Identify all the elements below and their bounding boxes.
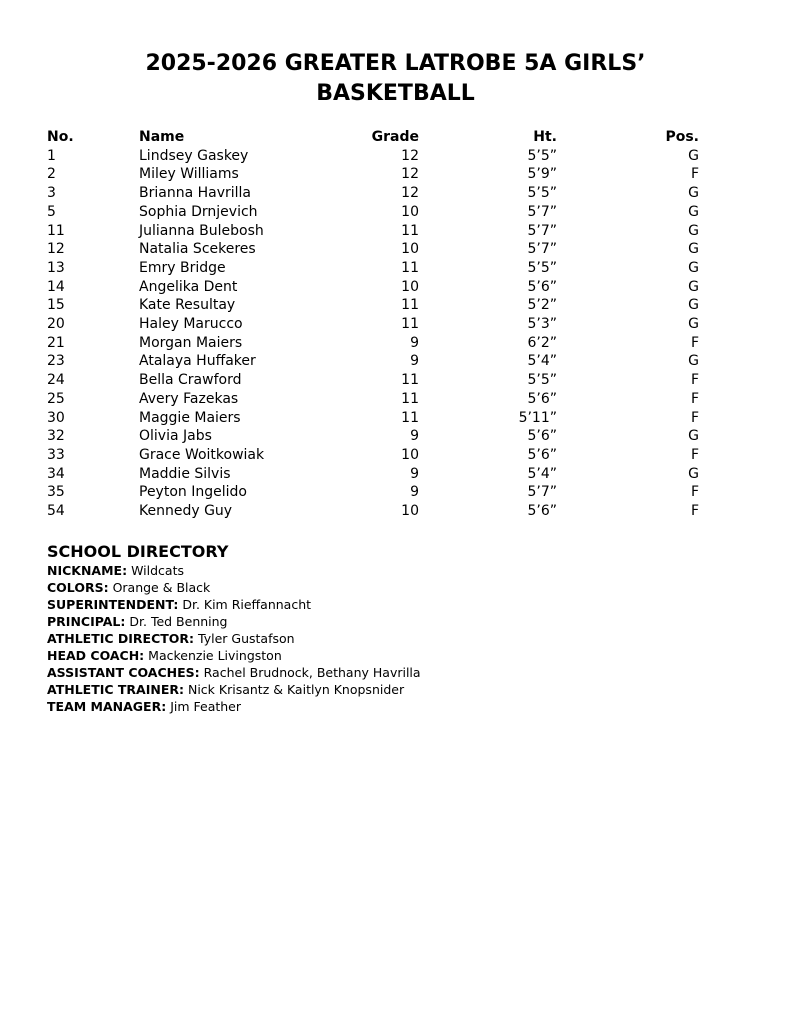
player-number: 30 [47, 409, 65, 426]
table-row [47, 278, 699, 297]
table-row [47, 296, 699, 315]
player-number: 13 [47, 259, 65, 276]
directory-label: COLORS: [47, 580, 109, 595]
table-row [47, 165, 699, 184]
player-grade: 12 [401, 166, 419, 183]
directory-heading: SCHOOL DIRECTORY [47, 542, 229, 561]
player-name: Lindsey Gaskey [139, 147, 249, 164]
player-position: G [688, 259, 699, 276]
player-name: Grace Woitkowiak [139, 446, 265, 463]
directory-item [47, 562, 747, 579]
directory-label: TEAM MANAGER: [47, 699, 167, 714]
school-directory [47, 542, 747, 715]
player-position: F [690, 503, 699, 520]
directory-value: Dr. Kim Rieffannacht [182, 597, 312, 612]
player-name: Natalia Scekeres [139, 241, 256, 258]
player-position: G [688, 278, 699, 295]
directory-value: Mackenzie Livingston [148, 648, 282, 663]
player-grade: 12 [401, 185, 419, 202]
player-grade: 9 [410, 428, 419, 445]
title-line-2: BASKETBALL [316, 81, 475, 106]
directory-label: PRINCIPAL: [47, 614, 126, 629]
table-row [47, 259, 699, 278]
player-position: F [690, 334, 699, 351]
player-height: 5’7” [527, 484, 557, 501]
player-height: 5’3” [527, 316, 557, 333]
player-height: 5’5” [527, 147, 557, 164]
player-position: F [690, 409, 699, 426]
header-name: Name [139, 129, 185, 145]
player-position: G [688, 147, 699, 164]
player-number: 15 [47, 297, 65, 314]
player-grade: 11 [401, 372, 419, 389]
table-row [47, 184, 699, 203]
player-number: 11 [47, 222, 65, 239]
header-height: Ht. [533, 129, 557, 145]
table-row [47, 147, 699, 166]
player-name: Emry Bridge [139, 259, 226, 276]
player-position: G [688, 353, 699, 370]
directory-item [47, 698, 747, 715]
table-row [47, 502, 699, 521]
player-position: F [690, 446, 699, 463]
player-grade: 10 [401, 446, 419, 463]
directory-value: Nick Krisantz & Kaitlyn Knopsnider [187, 682, 405, 697]
player-height: 5’6” [527, 446, 557, 463]
player-grade: 11 [401, 297, 419, 314]
player-number: 5 [47, 203, 56, 220]
player-number: 2 [47, 166, 56, 183]
directory-item [47, 613, 747, 630]
player-height: 5’2” [527, 297, 557, 314]
player-number: 20 [47, 316, 65, 333]
player-grade: 11 [401, 222, 419, 239]
player-position: F [690, 372, 699, 389]
player-name: Avery Fazekas [139, 390, 239, 407]
player-name: Maddie Silvis [139, 465, 231, 482]
player-position: G [688, 297, 699, 314]
player-number: 23 [47, 353, 65, 370]
title-line-1: 2025-2026 GREATER LATROBE 5A GIRLS’ [145, 51, 646, 76]
table-row [47, 352, 699, 371]
directory-value: Orange & Black [112, 580, 211, 595]
player-grade: 9 [410, 484, 419, 501]
player-height: 5’7” [527, 241, 557, 258]
roster-header-row [47, 128, 699, 147]
table-row [47, 203, 699, 222]
player-name: Olivia Jabs [139, 428, 212, 445]
player-grade: 10 [401, 241, 419, 258]
directory-item [47, 681, 747, 698]
player-position: G [688, 428, 699, 445]
table-row [47, 240, 699, 259]
player-height: 5’4” [527, 353, 557, 370]
player-grade: 11 [401, 409, 419, 426]
player-name: Miley Williams [139, 166, 239, 183]
directory-item [47, 664, 747, 681]
player-number: 21 [47, 334, 65, 351]
player-height: 5’6” [527, 278, 557, 295]
player-position: G [688, 316, 699, 333]
player-position: G [688, 241, 699, 258]
directory-label: ATHLETIC TRAINER: [47, 682, 184, 697]
player-height: 5’6” [527, 428, 557, 445]
directory-label: NICKNAME: [47, 563, 128, 578]
player-grade: 9 [410, 465, 419, 482]
player-number: 3 [47, 185, 56, 202]
table-row [47, 334, 699, 353]
player-number: 32 [47, 428, 65, 445]
table-row [47, 465, 699, 484]
player-position: G [688, 465, 699, 482]
directory-value: Dr. Ted Benning [129, 614, 228, 629]
directory-list [47, 562, 747, 715]
directory-label: ASSISTANT COACHES: [47, 665, 200, 680]
directory-item [47, 596, 747, 613]
player-name: Brianna Havrilla [139, 185, 251, 202]
player-height: 5’6” [527, 503, 557, 520]
player-number: 1 [47, 147, 56, 164]
table-row [47, 371, 699, 390]
player-position: F [690, 166, 699, 183]
player-grade: 9 [410, 353, 419, 370]
directory-value: Wildcats [131, 563, 184, 578]
player-name: Atalaya Huffaker [139, 353, 256, 370]
header-no: No. [47, 129, 74, 145]
player-position: G [688, 222, 699, 239]
player-name: Maggie Maiers [139, 409, 241, 426]
player-number: 14 [47, 278, 65, 295]
player-grade: 9 [410, 334, 419, 351]
roster-body [47, 147, 699, 521]
directory-label: ATHLETIC DIRECTOR: [47, 631, 195, 646]
player-height: 5’4” [527, 465, 557, 482]
directory-value: Jim Feather [170, 699, 242, 714]
player-height: 5’11” [518, 409, 557, 426]
header-position: Pos. [665, 129, 699, 145]
directory-item [47, 647, 747, 664]
player-height: 5’7” [527, 222, 557, 239]
player-name: Bella Crawford [139, 372, 242, 389]
player-grade: 10 [401, 503, 419, 520]
player-number: 33 [47, 446, 65, 463]
player-number: 34 [47, 465, 65, 482]
player-name: Haley Marucco [139, 316, 243, 333]
player-name: Angelika Dent [139, 278, 238, 295]
directory-item [47, 630, 747, 647]
player-position: F [690, 484, 699, 501]
player-number: 12 [47, 241, 65, 258]
header-grade: Grade [371, 129, 419, 145]
player-position: G [688, 185, 699, 202]
player-name: Morgan Maiers [139, 334, 243, 351]
player-name: Kate Resultay [139, 297, 236, 314]
directory-value: Rachel Brudnock, Bethany Havrilla [203, 665, 421, 680]
directory-value: Tyler Gustafson [198, 631, 295, 646]
player-grade: 11 [401, 259, 419, 276]
roster-table [47, 128, 699, 521]
player-name: Peyton Ingelido [139, 484, 247, 501]
table-row [47, 446, 699, 465]
player-grade: 10 [401, 278, 419, 295]
player-height: 5’5” [527, 185, 557, 202]
player-position: G [688, 203, 699, 220]
player-number: 25 [47, 390, 65, 407]
table-row [47, 427, 699, 446]
player-height: 5’9” [527, 166, 557, 183]
player-name: Kennedy Guy [139, 503, 233, 520]
player-height: 5’7” [527, 203, 557, 220]
player-position: F [690, 390, 699, 407]
player-height: 5’5” [527, 259, 557, 276]
player-grade: 12 [401, 147, 419, 164]
directory-label: HEAD COACH: [47, 648, 145, 663]
table-row [47, 483, 699, 502]
player-grade: 11 [401, 316, 419, 333]
player-number: 35 [47, 484, 65, 501]
player-name: Sophia Drnjevich [139, 203, 258, 220]
table-row [47, 315, 699, 334]
directory-label: SUPERINTENDENT: [47, 597, 179, 612]
player-number: 24 [47, 372, 65, 389]
player-number: 54 [47, 503, 65, 520]
player-height: 5’6” [527, 390, 557, 407]
player-grade: 11 [401, 390, 419, 407]
player-height: 6’2” [527, 334, 557, 351]
table-row [47, 409, 699, 428]
page-title [0, 49, 791, 109]
table-row [47, 222, 699, 241]
directory-item [47, 579, 747, 596]
player-grade: 10 [401, 203, 419, 220]
player-name: Julianna Bulebosh [139, 222, 264, 239]
player-height: 5’5” [527, 372, 557, 389]
table-row [47, 390, 699, 409]
